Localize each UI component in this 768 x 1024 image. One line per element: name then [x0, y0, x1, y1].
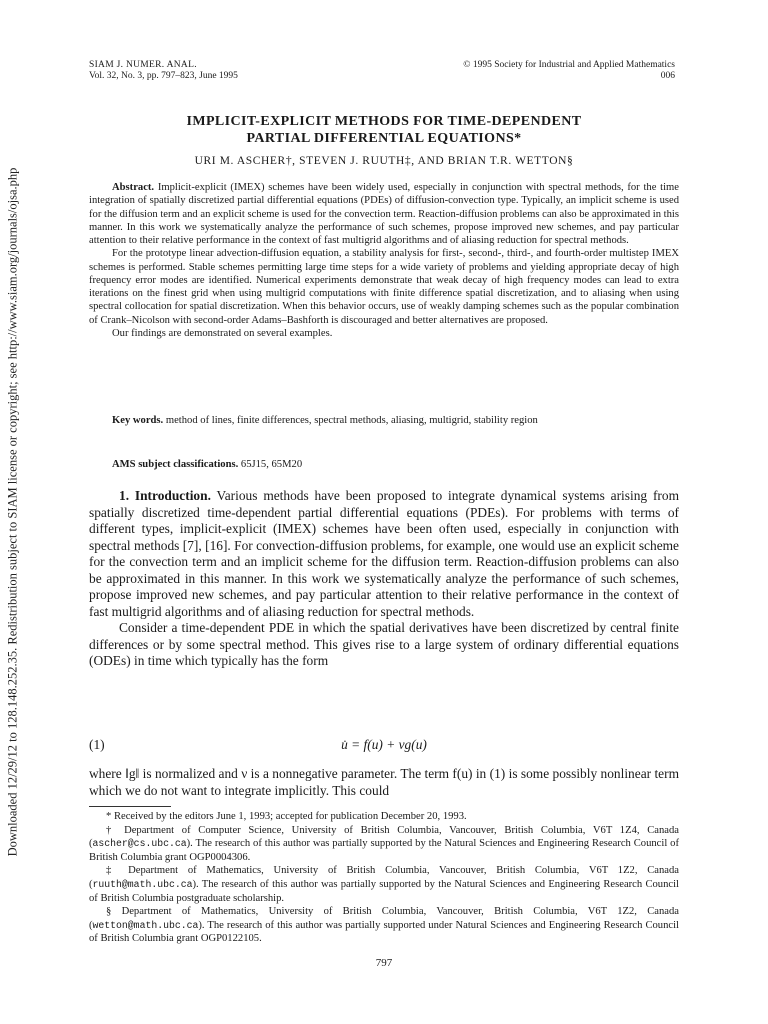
- ams-heading: AMS subject classifications.: [112, 459, 239, 470]
- equation-number: (1): [89, 737, 105, 752]
- section-heading: 1. Introduction.: [119, 488, 211, 503]
- footnotes: [89, 810, 679, 946]
- journal-header: [89, 60, 238, 82]
- journal-name: SIAM J. NUMER. ANAL.: [89, 60, 197, 70]
- intro-paragraph-1: [89, 488, 679, 620]
- footnote-ruuth: [89, 864, 679, 905]
- abstract-heading: Abstract.: [112, 182, 155, 193]
- introduction: [89, 488, 679, 670]
- email-ascher[interactable]: ascher@cs.ubc.ca: [92, 838, 187, 850]
- footnote-wetton: [89, 905, 679, 946]
- footnote-received: * Received by the editors June 1, 1993; accepted for publication December 20, 1993.: [106, 811, 467, 822]
- download-notice: Downloaded 12/29/12 to 128.148.252.35. Redistribution subject to SIAM license or copyright; see http://www.siam.org/journals/ojsa.php: [5, 167, 20, 857]
- footnote-wetton-text-2: ). The research of this author was partially supported under Natural Sciences and Engineering Research Council of British Columbia grant OGP0122105.: [89, 919, 679, 945]
- email-ruuth[interactable]: ruuth@math.ubc.ca: [92, 878, 193, 890]
- footnote-wetton-text: § Department of Mathematics, University of British Columbia, Vancouver, British Columbia, V6T 1Z2, Canada (: [89, 906, 679, 931]
- author-list: URI M. ASCHER†, STEVEN J. RUUTH‡, AND BRIAN T.R. WETTON§: [194, 155, 574, 167]
- equation-formula: u̇ = f(u) + νg(u): [341, 737, 427, 752]
- ams-classifications: [89, 458, 679, 471]
- email-wetton[interactable]: wetton@math.ubc.ca: [92, 919, 199, 931]
- key-words: [89, 414, 679, 427]
- copyright-header: [463, 60, 675, 82]
- paper-title: [89, 113, 679, 147]
- intro-text-1: Various methods have been proposed to integrate dynamical systems arising from spatially discretized time-dependent partial differential equations (PDEs). For problems with terms of different types, implicit-explicit (IMEX) schemes have been often used, especially in conjunction with spectral methods [7], [16]. For convection-diffusion problems, for example, one would use an explicit scheme for the convection term and an implicit scheme for the diffusion term. Reaction-diffusion problems can also be approximated in this manner. In this work we systematically analyze the performance of such schemes, propose improved new schemes, and pay particular attention to their relative performance in the context of fast multigrid algorithms and of aliasing reduction for spectral methods.: [89, 488, 679, 619]
- abstract-text-1: Implicit-explicit (IMEX) schemes have been widely used, especially in conjunction with spectral methods, for the time integration of spatially discretized partial differential equations (PDEs) of diffusion-convection type. Typically, an implicit scheme is used for the diffusion term and an explicit scheme is used for the convection term. Reaction-diffusion problems can also be approximated in this manner. In this work we systematically analyze the performance of such schemes, propose improved new schemes, and pay particular attention to their relative performance in the context of fast multigrid algorithms and of aliasing reduction for spectral methods.: [89, 182, 679, 246]
- abstract-paragraph-3: Our findings are demonstrated on several examples.: [112, 327, 333, 339]
- footnote-ascher-text-2: ). The research of this author was partially supported by the Natural Sciences and Engineering Research Council of British Columbia grant OGP0004306.: [89, 838, 679, 863]
- footnote-ruuth-text-2: ). The research of this author was partially supported by the Natural Sciences and Engineering Research Council of British Columbia postgraduate scholarship.: [89, 878, 679, 904]
- ams-text: 65J15, 65M20: [238, 459, 303, 470]
- page-number: 797: [375, 957, 393, 969]
- key-words-text: method of lines, finite differences, spectral methods, aliasing, multigrid, stability region: [163, 415, 538, 426]
- article-code: 006: [660, 71, 675, 81]
- footnote-ascher: [89, 824, 679, 865]
- abstract-paragraph-2: For the prototype linear advection-diffusion equation, a stability analysis for first-, second-, third-, and fourth-order multistep IMEX schemes is performed. Stable schemes permitting large time steps for a wide variety of problems and yielding appropriate decay of high frequency error modes are identified. Numerical experiments demonstrate that weak decay of high frequency modes can lead to extra iterations on the finest grid when using multigrid computations with finite difference spatial discretization, and to aliasing when using spectral collocation for spatial discretization. When this behavior occurs, use of weakly damping schemes such as the popular combination of Crank–Nicolson with second-order Adams–Bashforth is discouraged and better alternatives are proposed.: [89, 248, 679, 326]
- footnote-ruuth-text: ‡ Department of Mathematics, University of British Columbia, Vancouver, British Columbia, V6T 1Z2, Canada (: [89, 865, 679, 890]
- equation-1: [89, 737, 679, 755]
- abstract: [89, 181, 679, 340]
- intro-paragraph-2: Consider a time-dependent PDE in which the spatial derivatives have been discretized by central finite differences or by some spectral method. This gives rise to a large system of ordinary differential equations (ODEs) in time which typically has the form: [89, 620, 679, 668]
- journal-volume: Vol. 32, No. 3, pp. 797–823, June 1995: [89, 71, 238, 81]
- abstract-paragraph-1: [89, 181, 679, 247]
- footnote-rule: [89, 806, 171, 807]
- footnote-ascher-text: † Department of Computer Science, University of British Columbia, Vancouver, British Columbia, V6T 1Z4, Canada (: [89, 824, 679, 850]
- key-words-heading: Key words.: [112, 415, 164, 426]
- title-line-2: PARTIAL DIFFERENTIAL EQUATIONS*: [246, 131, 522, 146]
- post-equation-paragraph: where ‖g‖ is normalized and ν is a nonnegative parameter. The term f(u) in (1) is some possibly nonlinear term which we do not want to integrate implicitly. This could: [89, 766, 679, 798]
- post-equation-text: [89, 766, 679, 799]
- copyright-notice: © 1995 Society for Industrial and Applied Mathematics: [463, 60, 675, 70]
- title-line-1: IMPLICIT-EXPLICIT METHODS FOR TIME-DEPENDENT: [186, 114, 582, 129]
